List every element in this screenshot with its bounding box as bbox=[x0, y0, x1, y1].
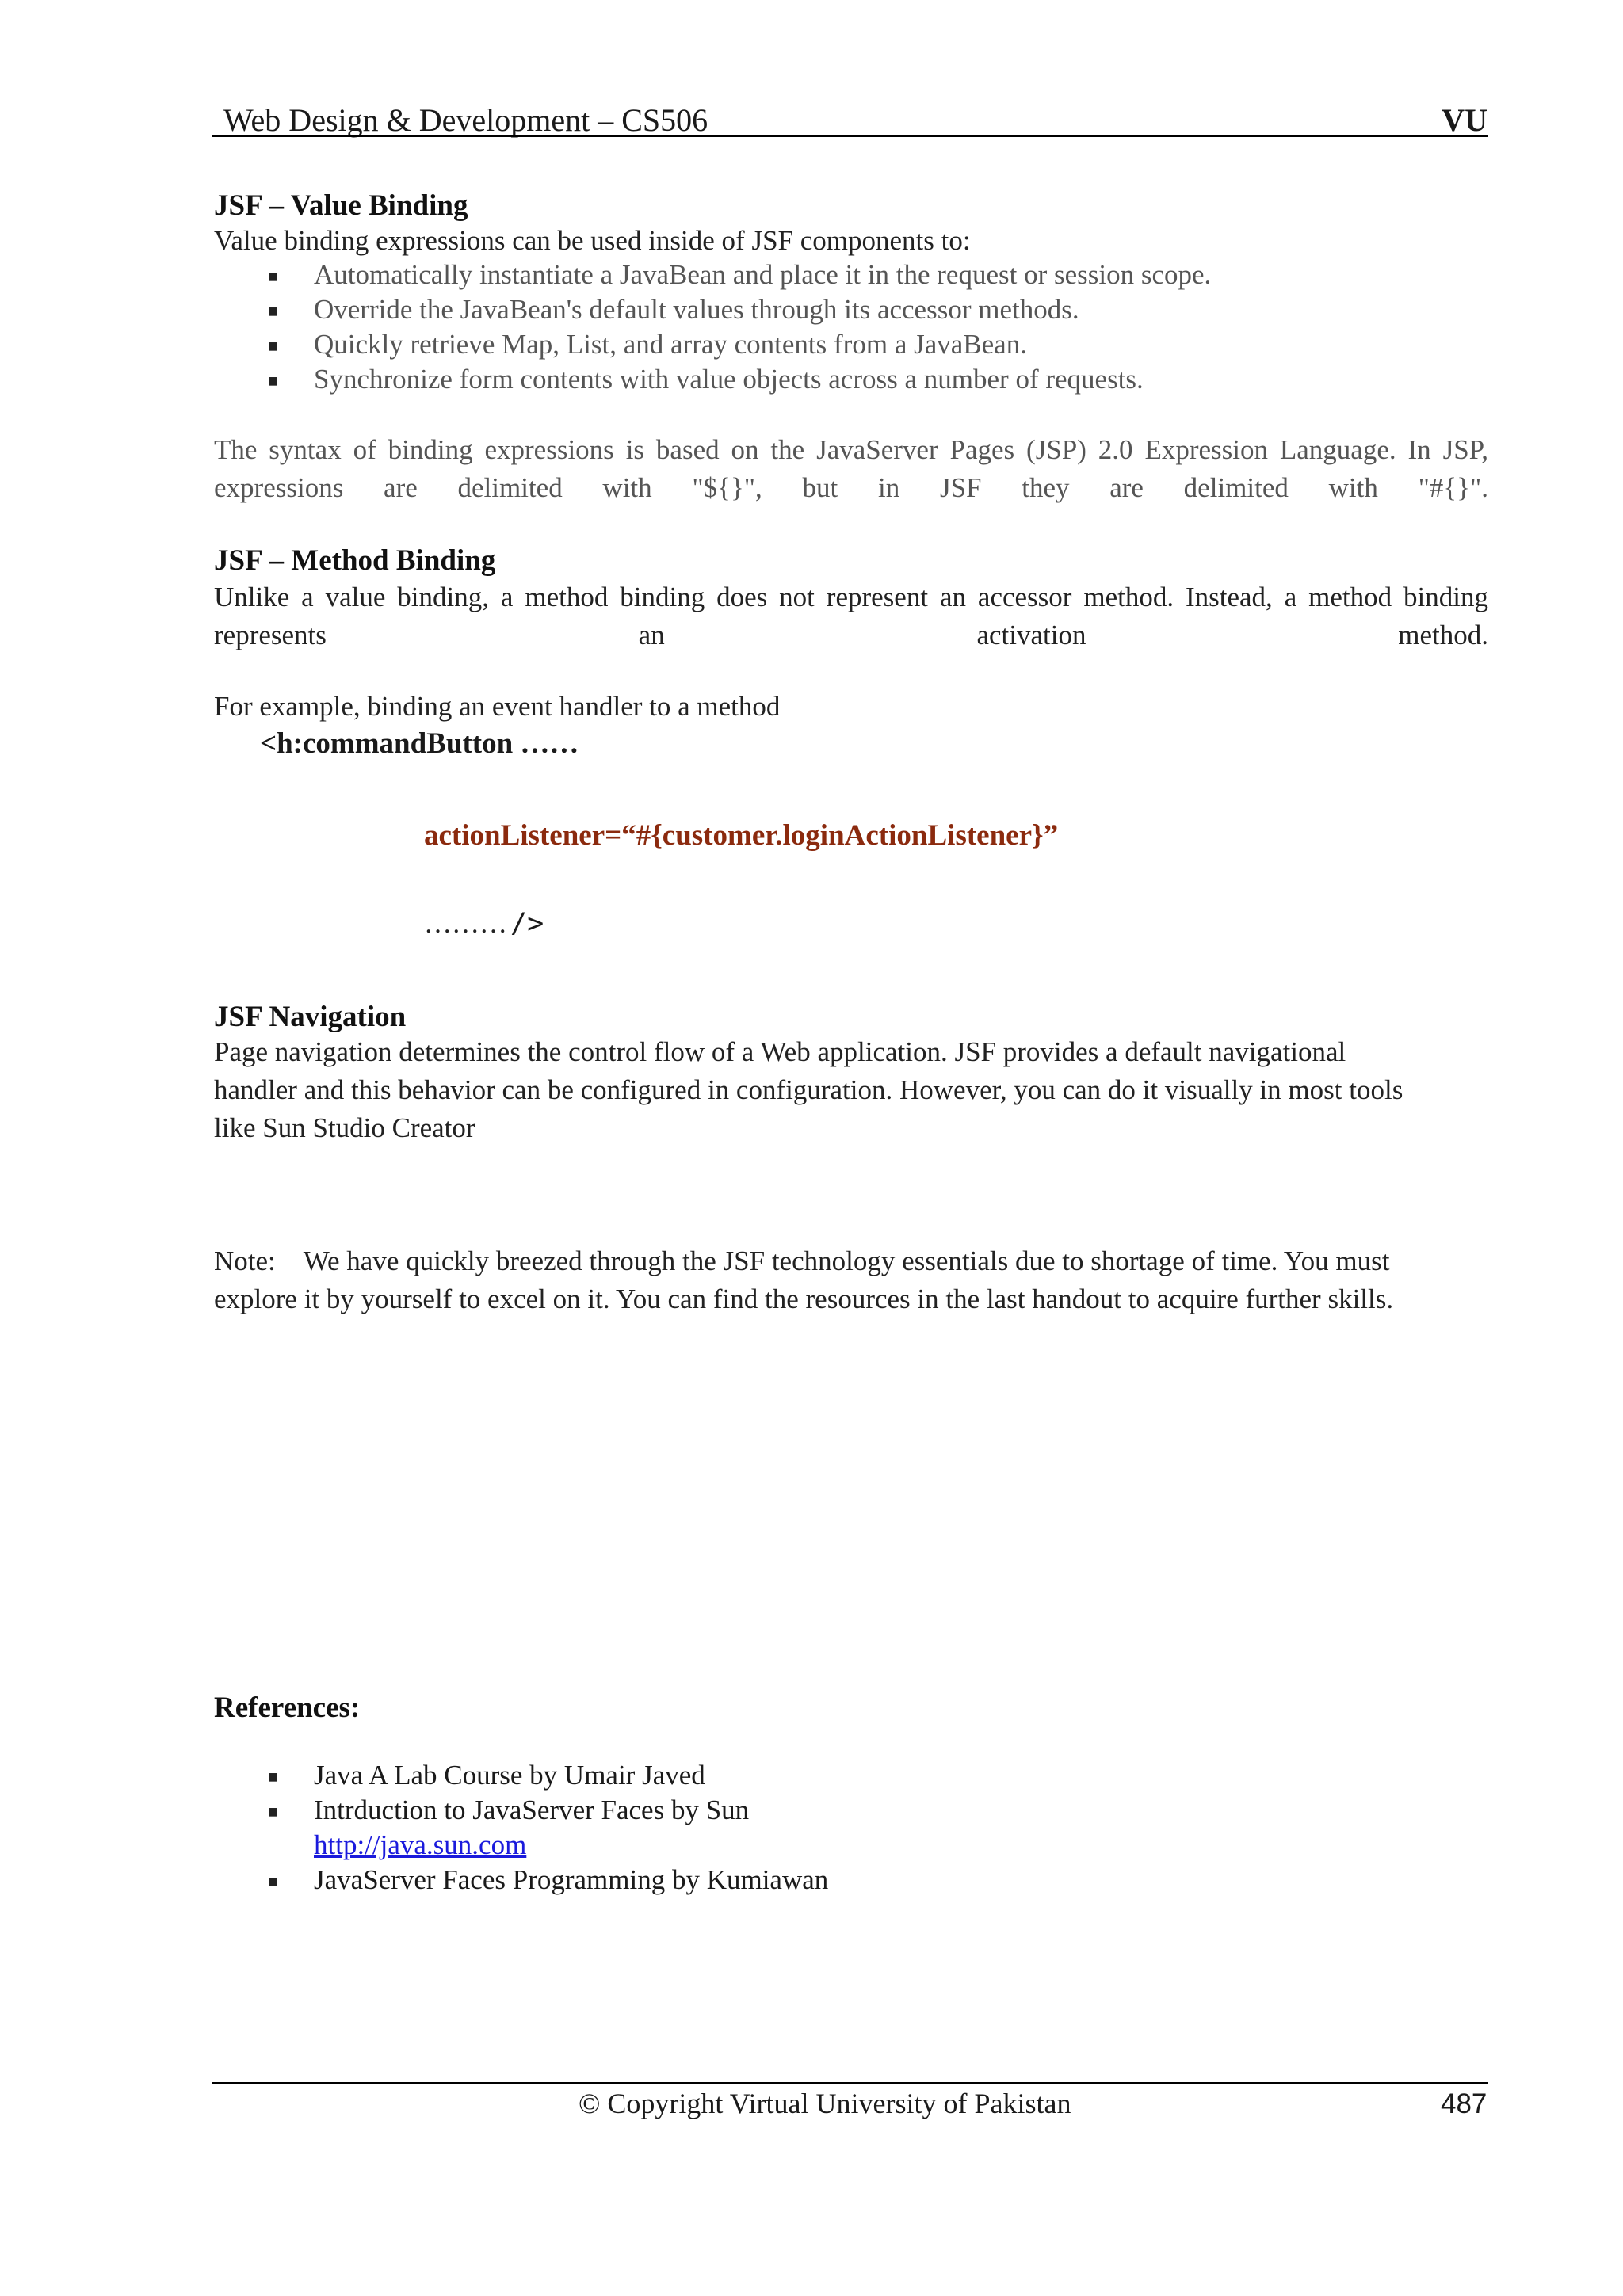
bullet-square-icon: ■ bbox=[268, 1871, 279, 1891]
note-line-1: Note: We have quickly breezed through the JSF technology essentials due to shortage of time. You must bbox=[214, 1245, 1390, 1276]
bullet-square-icon: ■ bbox=[268, 1767, 279, 1787]
value-binding-intro: Value binding expressions can be used inside of JSF components to: bbox=[214, 225, 971, 256]
bullet-square-icon: ■ bbox=[268, 1802, 279, 1821]
footer-rule bbox=[212, 2082, 1488, 2084]
list-item: Quickly retrieve Map, List, and array contents from a JavaBean. bbox=[314, 329, 1027, 360]
bullet-square-icon: ■ bbox=[268, 371, 279, 391]
syntax-line-2: expressions are delimited with "${}", but in JSF they are delimited with "#{}". bbox=[214, 472, 1488, 503]
note-line-2: explore it by yourself to excel on it. You can find the resources in the last handout to acquire further skills. bbox=[214, 1283, 1394, 1314]
list-item: Override the JavaBean's default values through its accessor methods. bbox=[314, 294, 1079, 325]
note-text-1: We have quickly breezed through the JSF technology essentials due to shortage of time. You must bbox=[303, 1245, 1390, 1276]
code-action-listener: actionListener=“#{customer.loginActionListener}” bbox=[424, 819, 1059, 852]
value-binding-heading: JSF – Value Binding bbox=[214, 189, 468, 222]
method-binding-line-1: Unlike a value binding, a method binding does not represent an accessor method. Instead, a method binding bbox=[214, 582, 1488, 612]
list-item: Java A Lab Course by Umair Javed bbox=[314, 1760, 705, 1791]
navigation-heading: JSF Navigation bbox=[214, 1001, 407, 1033]
syntax-line-1: The syntax of binding expressions is based on the JavaServer Pages (JSP) 2.0 Expression Language. In JSP, bbox=[214, 434, 1488, 465]
list-item: Intrduction to JavaServer Faces by Sun bbox=[314, 1794, 750, 1825]
bullet-square-icon: ■ bbox=[268, 266, 279, 286]
method-binding-line-2: represents an activation method. bbox=[214, 620, 1488, 650]
code-command-button: <h:commandButton …… bbox=[260, 727, 579, 760]
bullet-square-icon: ■ bbox=[268, 336, 279, 356]
page-number: 487 bbox=[1441, 2088, 1487, 2119]
note-label: Note bbox=[214, 1245, 269, 1276]
bullet-square-icon: ■ bbox=[268, 301, 279, 321]
footer-copyright: © Copyright Virtual University of Pakistan bbox=[579, 2088, 1071, 2119]
references-heading: References: bbox=[214, 1691, 361, 1724]
code-close-tag: /> bbox=[510, 908, 544, 940]
list-item: Synchronize form contents with value objects across a number of requests. bbox=[314, 364, 1144, 395]
navigation-line-1: Page navigation determines the control flow of a Web application. JSF provides a default navigational bbox=[214, 1036, 1346, 1067]
method-binding-heading: JSF – Method Binding bbox=[214, 544, 496, 577]
reference-link[interactable]: http://java.sun.com bbox=[314, 1829, 527, 1860]
list-item: Automatically instantiate a JavaBean and place it in the request or session scope. bbox=[314, 259, 1212, 290]
header-rule bbox=[212, 135, 1488, 137]
navigation-line-2: handler and this behavior can be configured in configuration. However, you can do it visually in most tools bbox=[214, 1074, 1403, 1105]
navigation-line-3: like Sun Studio Creator bbox=[214, 1112, 475, 1143]
list-item: JavaServer Faces Programming by Kumiawan bbox=[314, 1864, 829, 1895]
header-title: Web Design & Development – CS506 bbox=[223, 102, 708, 138]
header-vu: VU bbox=[1442, 102, 1487, 138]
code-dots: ……… bbox=[424, 908, 507, 939]
example-intro: For example, binding an event handler to a method bbox=[214, 691, 781, 722]
code-closing-line bbox=[424, 908, 544, 940]
